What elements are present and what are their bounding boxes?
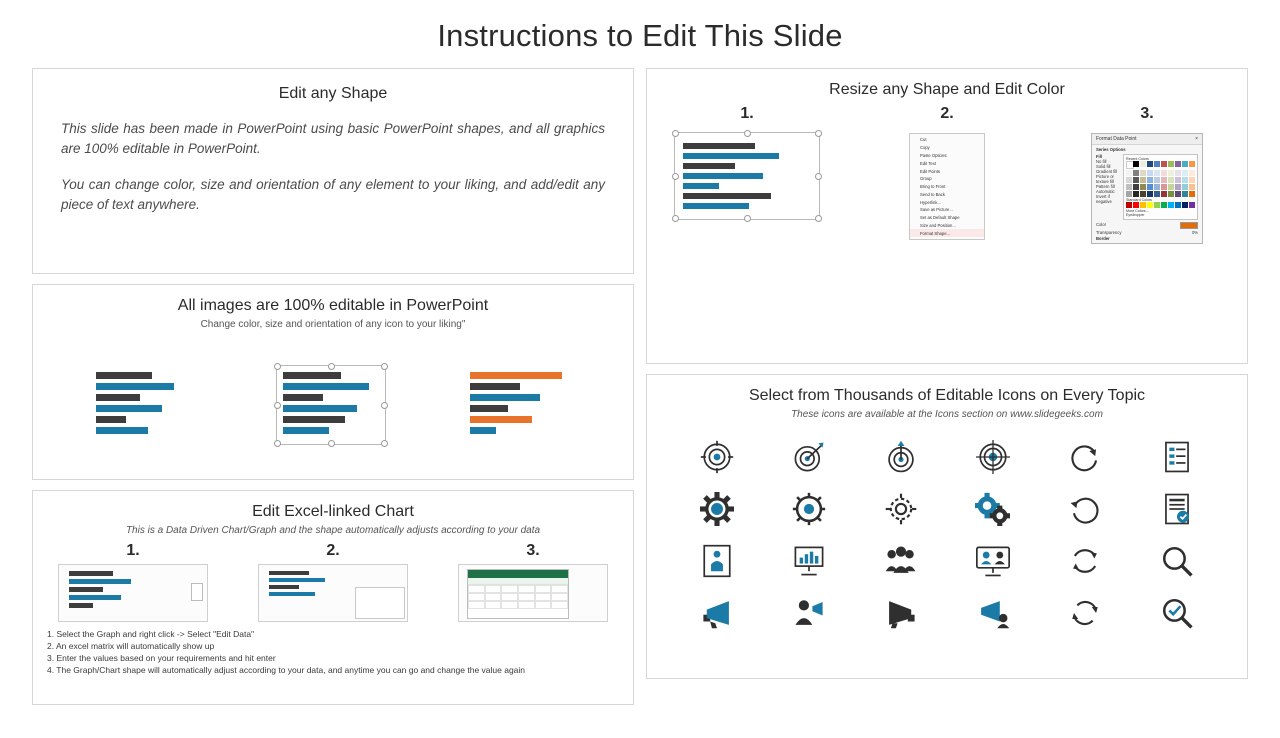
dialog-option[interactable]: No fill	[1096, 159, 1107, 164]
chart-thumbnail-3[interactable]	[458, 564, 608, 622]
selected-chart-shape[interactable]	[675, 133, 819, 219]
icon-team-group-icon[interactable]	[857, 540, 945, 582]
excel-steps-row	[33, 542, 633, 622]
dialog-section-label: Series Options	[1096, 147, 1126, 152]
resize-step-3	[1062, 105, 1232, 244]
icon-grid	[647, 426, 1247, 646]
color-picker-popup[interactable]	[1123, 154, 1198, 220]
step-number: 3.	[1140, 105, 1154, 122]
recent-colors-label: Recent Colors	[1126, 157, 1149, 161]
panel-images-editable-title: All images are 100% editable in PowerPoint	[177, 297, 489, 314]
step-number: 1.	[740, 105, 754, 122]
context-menu-item[interactable]: Edit Points	[920, 168, 941, 174]
icon-refresh-arrows-icon[interactable]	[1041, 540, 1129, 582]
context-menu-item[interactable]: Copy	[920, 145, 930, 151]
resize-handle[interactable]	[274, 363, 281, 370]
resize-handle[interactable]	[274, 440, 281, 447]
resize-step-2	[862, 105, 1032, 244]
icon-gear-solid-icon[interactable]	[673, 488, 761, 530]
chart-thumbnail-1[interactable]	[58, 564, 208, 622]
resize-steps-row	[647, 105, 1247, 244]
step-number: 2.	[940, 105, 954, 122]
dialog-option[interactable]: Picture or texture fill	[1096, 174, 1114, 184]
icon-refresh-circle-icon[interactable]	[1041, 488, 1129, 530]
resize-handle[interactable]	[815, 130, 822, 137]
resize-handle[interactable]	[328, 440, 335, 447]
icon-person-podium-icon[interactable]	[673, 540, 761, 582]
resize-handle[interactable]	[381, 363, 388, 370]
context-menu[interactable]	[909, 133, 985, 240]
context-menu-item-format-shape[interactable]: Format Shape...	[910, 229, 984, 237]
panel-edit-any-shape	[32, 68, 634, 274]
sample-shapes-row	[33, 336, 633, 470]
dialog-option[interactable]: Gradient fill	[1096, 169, 1118, 174]
theme-colors-grid[interactable]	[1126, 161, 1195, 197]
standard-colors-grid[interactable]	[1126, 202, 1195, 208]
context-menu-item[interactable]: Send to Back	[920, 191, 945, 197]
eyedropper-label[interactable]: Eyedropper	[1126, 213, 1145, 217]
dialog-option[interactable]: Pattern fill	[1096, 184, 1115, 189]
bar-group-right[interactable]	[470, 372, 570, 438]
resize-handle[interactable]	[274, 402, 281, 409]
context-menu-item[interactable]: Size and Position...	[920, 222, 956, 228]
resize-handle[interactable]	[672, 130, 679, 137]
resize-handle[interactable]	[672, 215, 679, 222]
panel-icons-subtitle: These icons are available at the Icons section on www.slidegeeks.com	[791, 409, 1103, 420]
panel-icons	[646, 374, 1248, 679]
panel-excel-chart-subtitle: This is a Data Driven Chart/Graph and the shape automatically adjusts according to your data	[125, 525, 541, 536]
icon-presentation-board-icon[interactable]	[765, 540, 853, 582]
icon-gears-double-icon[interactable]	[949, 488, 1037, 530]
icon-megaphone-person-icon[interactable]	[949, 592, 1037, 634]
icon-magnifier-check-icon[interactable]	[1133, 592, 1221, 634]
dialog-border-label[interactable]: Border	[1096, 236, 1110, 241]
resize-step-1	[662, 105, 832, 244]
step-number: 3.	[526, 542, 540, 559]
chart-thumbnail-2[interactable]	[258, 564, 408, 622]
dialog-title-bar	[1092, 134, 1202, 145]
context-menu-item[interactable]: Paste Options:	[920, 152, 948, 158]
context-menu-item[interactable]: Cut	[920, 137, 927, 143]
dialog-fill-label: Fill	[1096, 154, 1103, 159]
resize-handle[interactable]	[328, 363, 335, 370]
dialog-color-label: Color	[1096, 222, 1107, 227]
context-menu-item[interactable]: Hyperlink...	[920, 199, 941, 205]
resize-handle[interactable]	[744, 215, 751, 222]
context-menu-item[interactable]: Edit Text	[920, 160, 936, 166]
panel-edit-any-shape-title: Edit any Shape	[278, 85, 388, 102]
panel-images-editable-subtitle: Change color, size and orientation of any icon to your liking"	[200, 319, 466, 330]
resize-handle[interactable]	[815, 215, 822, 222]
icon-target-arrow-icon[interactable]	[857, 436, 945, 478]
excel-instruction-line: 1. Select the Graph and right click -> Select "Edit Data"	[47, 629, 255, 639]
icon-document-list-icon[interactable]	[1133, 436, 1221, 478]
edit-shape-paragraph-1: This slide has been made in PowerPoint using basic PowerPoint shapes, and all graphics are 100% editable in PowerPoint.	[61, 121, 605, 156]
context-menu-item[interactable]: Group	[920, 176, 932, 182]
page-title: Instructions to Edit This Slide	[437, 18, 843, 53]
right-column	[646, 68, 1248, 705]
standard-colors-label: Standard Colors	[1126, 198, 1152, 202]
excel-instruction-line: 3. Enter the values based on your requirements and hit enter	[47, 653, 276, 663]
excel-step-1	[58, 542, 208, 622]
resize-handle[interactable]	[381, 440, 388, 447]
icon-target-circle-icon[interactable]	[673, 436, 761, 478]
context-menu-item[interactable]: Set as Default Shape	[920, 215, 960, 221]
slide-body	[0, 68, 1280, 705]
dialog-option[interactable]: Solid fill	[1096, 164, 1111, 169]
panel-excel-chart	[32, 490, 634, 705]
icon-target-dart-icon[interactable]	[765, 436, 853, 478]
icon-megaphone-right-icon[interactable]	[857, 592, 945, 634]
panel-resize-shape	[646, 68, 1248, 364]
bar-group-middle-selected[interactable]	[277, 366, 385, 444]
icon-gear-dashed-icon[interactable]	[857, 488, 945, 530]
context-menu-item[interactable]: Save as Picture...	[920, 207, 953, 213]
resize-handle[interactable]	[815, 173, 822, 180]
more-colors-label[interactable]: More Colors...	[1126, 209, 1149, 213]
context-menu-item[interactable]: Bring to Front	[920, 184, 946, 190]
dialog-title: Format Data Point	[1096, 136, 1137, 142]
edit-shape-paragraph-2: You can change color, size and orientation of any element to your liking, and add/edit any piece of text anywhere.	[61, 177, 605, 212]
panel-images-editable	[32, 284, 634, 480]
icon-checklist-document-icon[interactable]	[1133, 488, 1221, 530]
icon-magnifier-icon[interactable]	[1133, 540, 1221, 582]
transparency-value[interactable]: 0%	[1191, 230, 1198, 235]
resize-handle[interactable]	[672, 173, 679, 180]
dialog-option[interactable]: Automatic	[1096, 189, 1115, 194]
dialog-transparency-label: Transparency	[1096, 230, 1122, 235]
step-number: 1.	[126, 542, 140, 559]
icon-gear-outline-icon[interactable]	[765, 488, 853, 530]
left-column	[32, 68, 634, 705]
excel-step-2	[258, 542, 408, 622]
panel-resize-shape-title: Resize any Shape and Edit Color	[829, 81, 1065, 98]
bar-group-left[interactable]	[96, 372, 192, 438]
close-icon[interactable]: ×	[1195, 136, 1198, 142]
panel-excel-chart-title: Edit Excel-linked Chart	[252, 503, 414, 520]
icon-refresh-clockwise-icon[interactable]	[1041, 436, 1129, 478]
icon-cycle-arrows-icon[interactable]	[1041, 592, 1129, 634]
panel-icons-title: Select from Thousands of Editable Icons on Every Topic	[748, 387, 1146, 404]
step-number: 2.	[326, 542, 340, 559]
icon-megaphone-left-icon[interactable]	[673, 592, 761, 634]
excel-instructions	[33, 622, 633, 680]
excel-instruction-line: 2. An excel matrix will automatically show up	[47, 641, 215, 651]
excel-instruction-line: 4. The Graph/Chart shape will automatically adjust according to your data, and anytime you can go and change the value again	[47, 665, 526, 675]
icon-target-crosshair-icon[interactable]	[949, 436, 1037, 478]
dialog-option[interactable]: Invert if negative	[1096, 194, 1112, 204]
format-data-point-dialog[interactable]	[1091, 133, 1203, 244]
color-swatch-button[interactable]	[1180, 222, 1198, 229]
icon-person-speaker-icon[interactable]	[765, 592, 853, 634]
excel-step-3	[458, 542, 608, 622]
resize-handle[interactable]	[744, 130, 751, 137]
resize-handle[interactable]	[381, 402, 388, 409]
icon-meeting-people-icon[interactable]	[949, 540, 1037, 582]
